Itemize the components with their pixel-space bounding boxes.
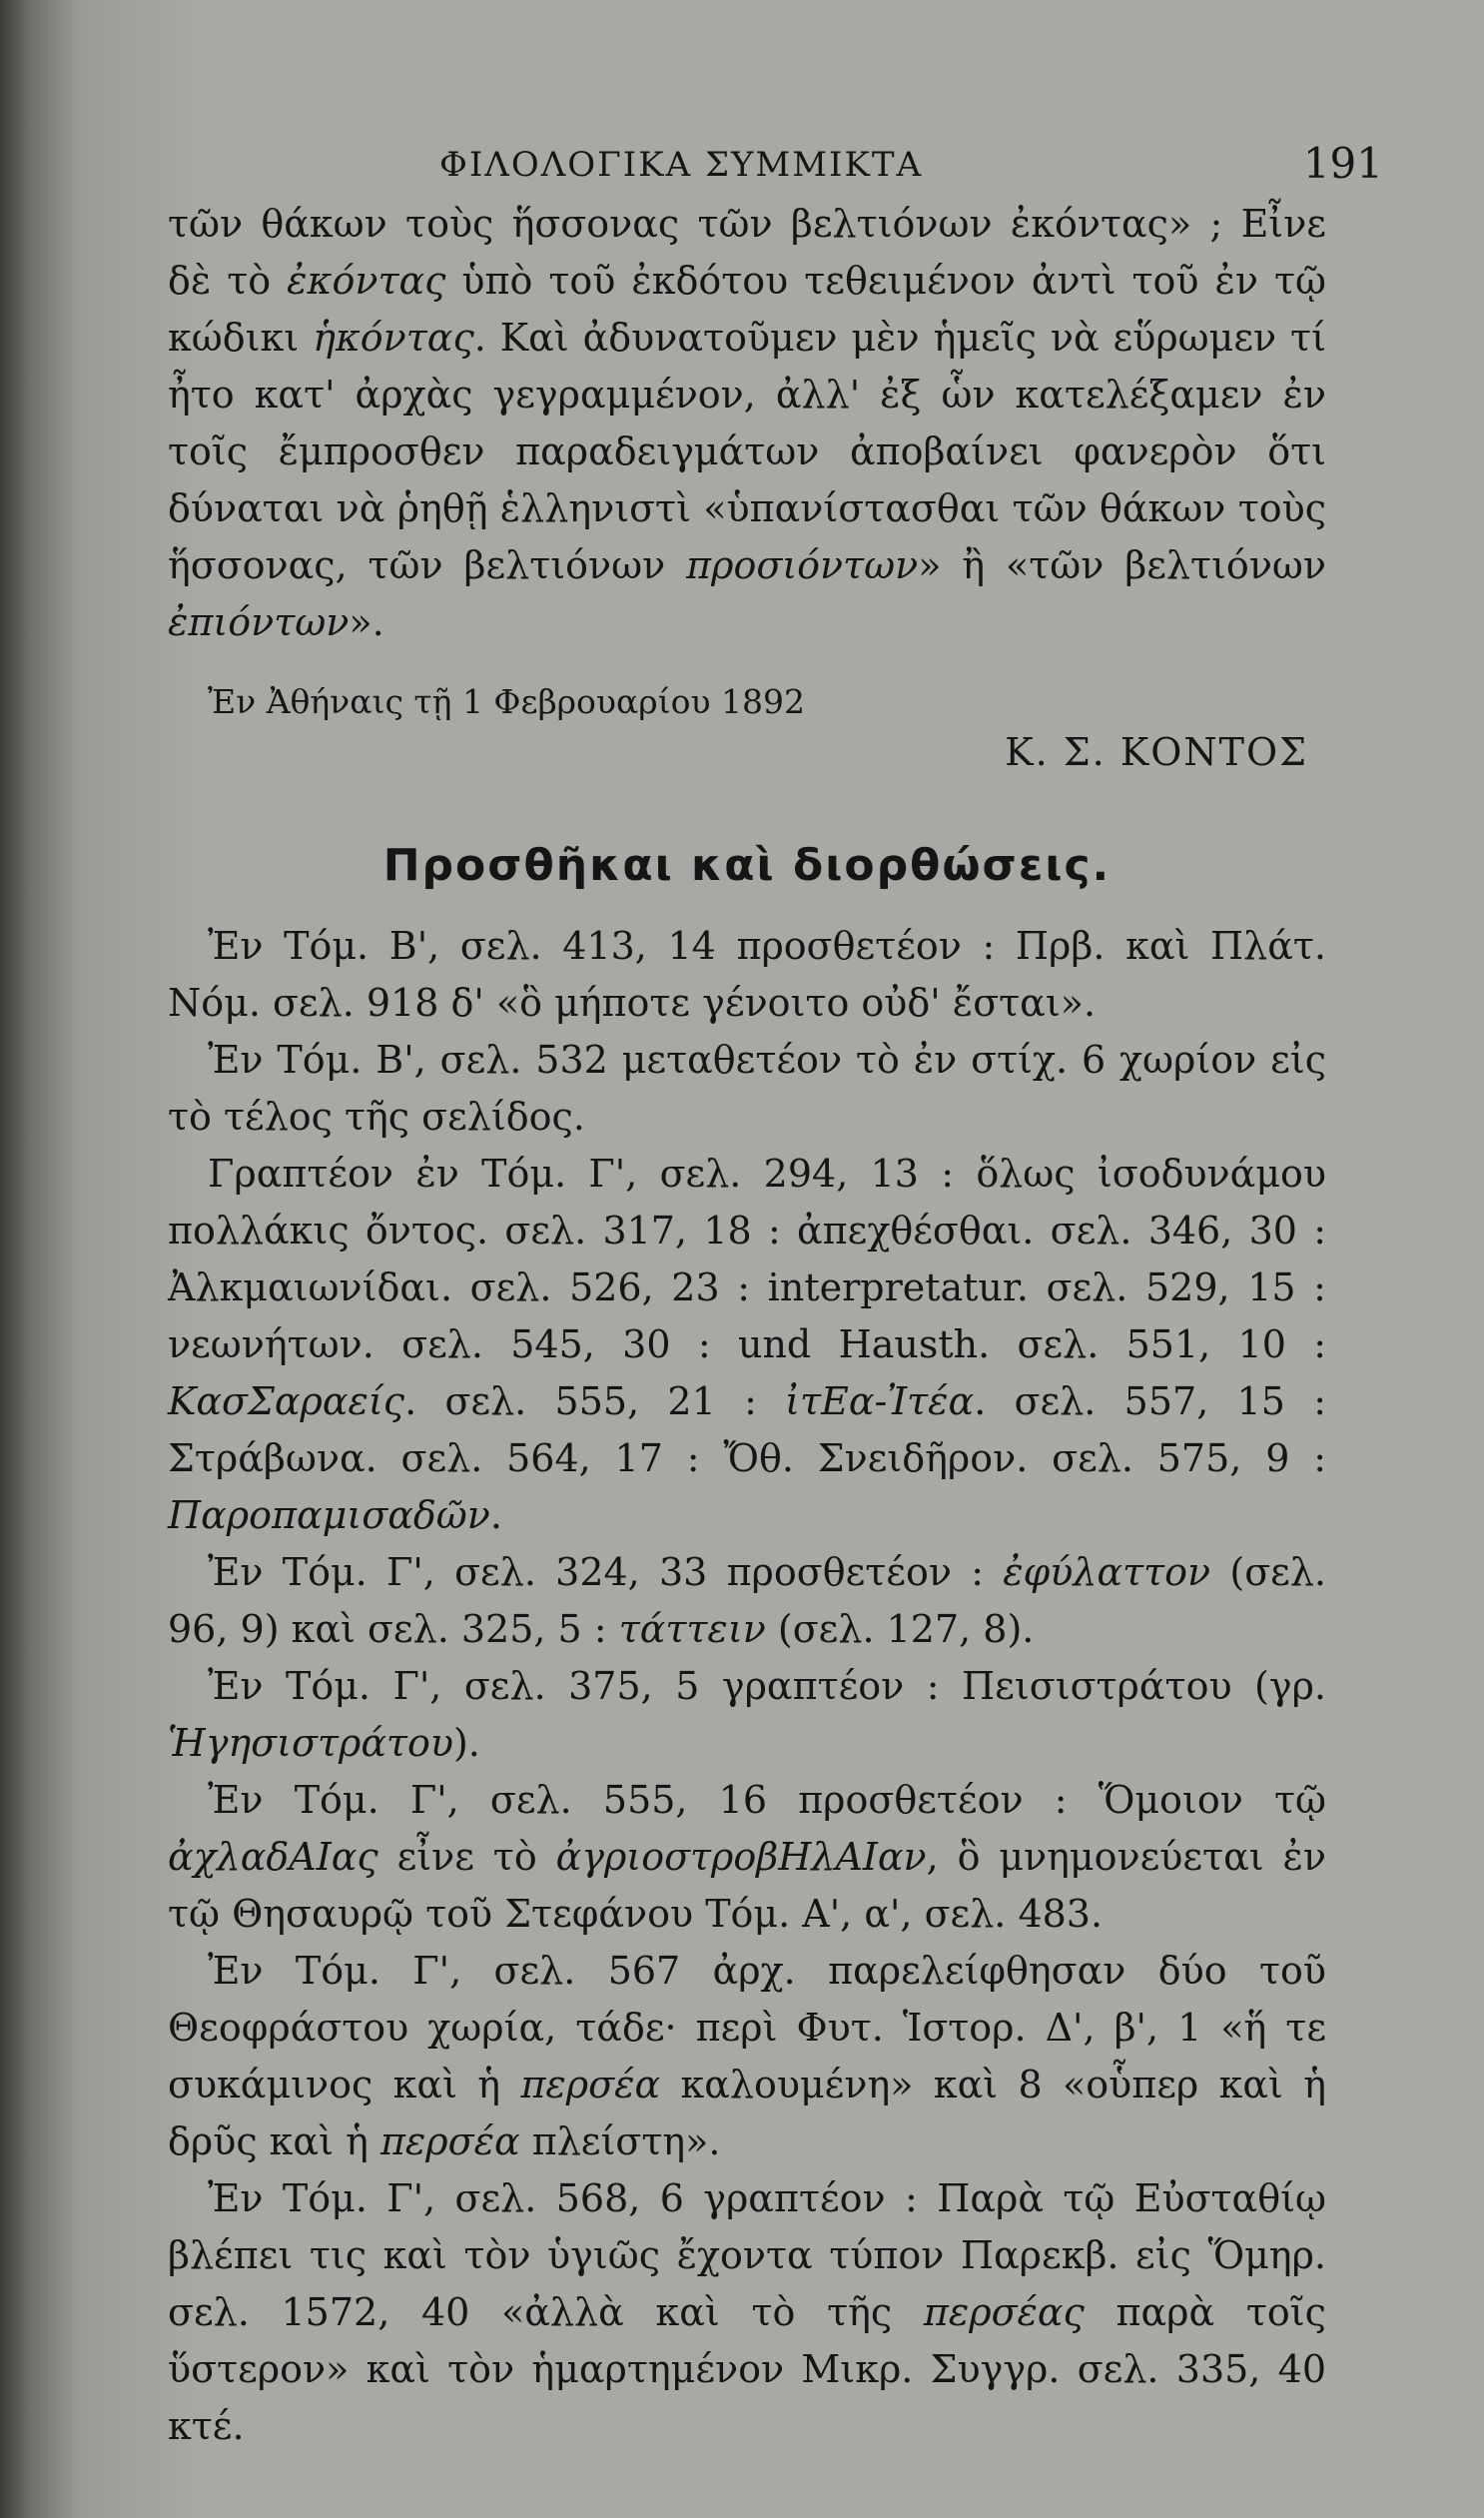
- text-run: Ἐν Τόμ. Γ', σελ. 555, 16 προσθετέον : Ὅμοιον τῷ: [208, 1778, 1326, 1822]
- text-run: Γραπτέον ἐν Τόμ. Γ', σελ. 294, 13 : ὅλως ἰσοδυνάμου πολλάκις ὄντος. σελ. 317, 18 : ἀπεχθέσθαι. σελ. 346, 30 : Ἀλκμαιωνίδαι. σελ. 526, 23 : interpretatur. σελ. 529, 15 : νεωνήτων. σελ. 545, 30 : und Hausth. σελ. 551, 10 :: [168, 1152, 1326, 1366]
- correction-entry: [168, 1658, 1326, 1772]
- text-run: Ἐν Τόμ. Γ', σελ. 324, 33 προσθετέον :: [208, 1550, 984, 1594]
- text-run: παρὰ τοῖς ὕστερον» καὶ τὸν ἡμαρτημένον Μικρ. Συγγρ. σελ. 335, 40 κτέ.: [168, 2290, 1326, 2448]
- text-run: Ἐν Τόμ. Γ', σελ. 567 ἀρχ. παρελείφθησαν δύο τοῦ Θεοφράστου χωρία, τάδε· περὶ Φυτ. Ἱστορ. Δ', β', 1 «ἥ τε συκάμινος καὶ ἡ: [168, 1949, 1326, 2106]
- page-number: 191: [1302, 139, 1383, 188]
- italic-run: Ἡγησιστράτου: [168, 1721, 453, 1765]
- text-run: Ἐν Τόμ. Γ', σελ. 375, 5 γραπτέον : Πεισιστράτου (γρ.: [208, 1664, 1326, 1708]
- italic-run: ἐκόντας: [287, 259, 446, 303]
- text-run: πλείστη».: [531, 2119, 721, 2163]
- text-run: εἶνε τὸ: [396, 1835, 537, 1879]
- correction-entry: [168, 1772, 1326, 1943]
- italic-run: ἀγριοστροβΗλΑΙαν: [555, 1835, 927, 1879]
- italic-run: ἀχλαδΑΙας: [168, 1835, 378, 1879]
- text-run: , ὃ μνημονεύεται ἐν τῷ Θησαυρῷ τοῦ Στεφάνου Τόμ. Α', α', σελ. 483.: [168, 1835, 1326, 1936]
- author-signature: Κ. Σ. ΚΟΝΤΟΣ: [1005, 730, 1308, 774]
- italic-run: ἐπιόντων: [168, 600, 350, 644]
- running-title: ΦΙΛΟΛΟΓΙΚΑ ΣΥΜΜΙΚΤΑ: [439, 145, 924, 185]
- correction-entry: Ἐν Τόμ. Β', σελ. 532 μεταθετέον τὸ ἐν στίχ. 6 χωρίον εἰς τὸ τέλος τῆς σελίδος.: [168, 1038, 1326, 1139]
- correction-entry: [168, 1943, 1326, 2170]
- correction-entry: [168, 1146, 1326, 1544]
- italic-run: τάττειν: [618, 1607, 766, 1651]
- text-run: ».: [349, 600, 384, 644]
- text-run: Ἐν Τόμ. Γ', σελ. 568, 6 γραπτέον : Παρὰ τῷ Εὐσταθίῳ βλέπει τις καὶ τὸν ὑγιῶς ἔχοντα τύπον Παρεκβ. εἰς Ὅμηρ. σελ. 1572, 40 «ἀλλὰ καὶ τὸ τῆς: [168, 2176, 1326, 2334]
- italic-run: ἡκόντας: [313, 316, 474, 360]
- dateline: Ἐν Ἀθήναις τῇ 1 Φεβρουαρίου 1892: [208, 682, 806, 721]
- corrections-list: [168, 918, 1326, 2455]
- correction-entry: [168, 1544, 1326, 1658]
- text-run: .: [489, 1493, 502, 1537]
- correction-entry: Ἐν Τόμ. Β', σελ. 413, 14 προσθετέον : Πρβ. καὶ Πλάτ. Νόμ. σελ. 918 δ' «ὃ μήποτε γένοιτο οὐδ' ἔσται».: [168, 924, 1326, 1025]
- text-run: ).: [452, 1721, 480, 1765]
- text-run: . σελ. 555, 21 :: [404, 1379, 757, 1423]
- italic-run: περσέα: [520, 2063, 661, 2106]
- text-run: τῶν θάκων τοὺς ἥσσονας τῶν βελτιόνων ἐκόντας» ; Εἶνε δὲ τὸ: [168, 202, 1326, 303]
- italic-run: προσιόντων: [686, 543, 919, 587]
- article-paragraph: [168, 196, 1326, 651]
- text-run: (σελ. 127, 8).: [777, 1607, 1035, 1651]
- italic-run: ἐφύλαττον: [1003, 1550, 1211, 1594]
- text-run: . σελ. 557, 15 : Στράβωνα. σελ. 564, 17 : Ὄθ. Σνειδῆρον. σελ. 575, 9 :: [168, 1379, 1326, 1480]
- correction-entry: [168, 2170, 1326, 2455]
- text-run: καλουμένη» καὶ 8 «οὗπερ καὶ ἡ δρῦς καὶ ἡ: [168, 2063, 1326, 2163]
- italic-run: ΚασΣαραείς: [168, 1379, 405, 1423]
- text-run: » ἢ «τῶν βελτιόνων: [918, 543, 1327, 587]
- italic-run: ἰτΕα-Ἰτέα: [785, 1379, 975, 1423]
- page-body: [168, 196, 1326, 2455]
- italic-run: Παροπαμισαδῶν: [168, 1493, 490, 1537]
- text-run: ὑπὸ τοῦ ἐκδότου τεθειμένον ἀντὶ τοῦ ἐν τῷ κώδικι: [168, 259, 1326, 360]
- section-heading: Προσθῆκαι καὶ διορθώσεις.: [382, 840, 1112, 891]
- text-run: (σελ. 96, 9) καὶ σελ. 325, 5 :: [168, 1550, 1326, 1651]
- italic-run: περσέας: [923, 2290, 1085, 2334]
- text-run: . Καὶ ἀδυνατοῦμεν μὲν ἡμεῖς νὰ εὕρωμεν τί ἦτο κατ' ἀρχὰς γεγραμμένον, ἀλλ' ἐξ ὧν κατελέξαμεν ἐν τοῖς ἔμπροσθεν παραδειγμάτων ἀποβαίνει φανερὸν ὅτι δύναται νὰ ῥηθῇ ἑλληνιστὶ «ὑπανίστασθαι τῶν θάκων τοὺς ἥσσονας, τῶν βελτιόνων: [168, 316, 1326, 587]
- italic-run: περσέα: [379, 2119, 520, 2163]
